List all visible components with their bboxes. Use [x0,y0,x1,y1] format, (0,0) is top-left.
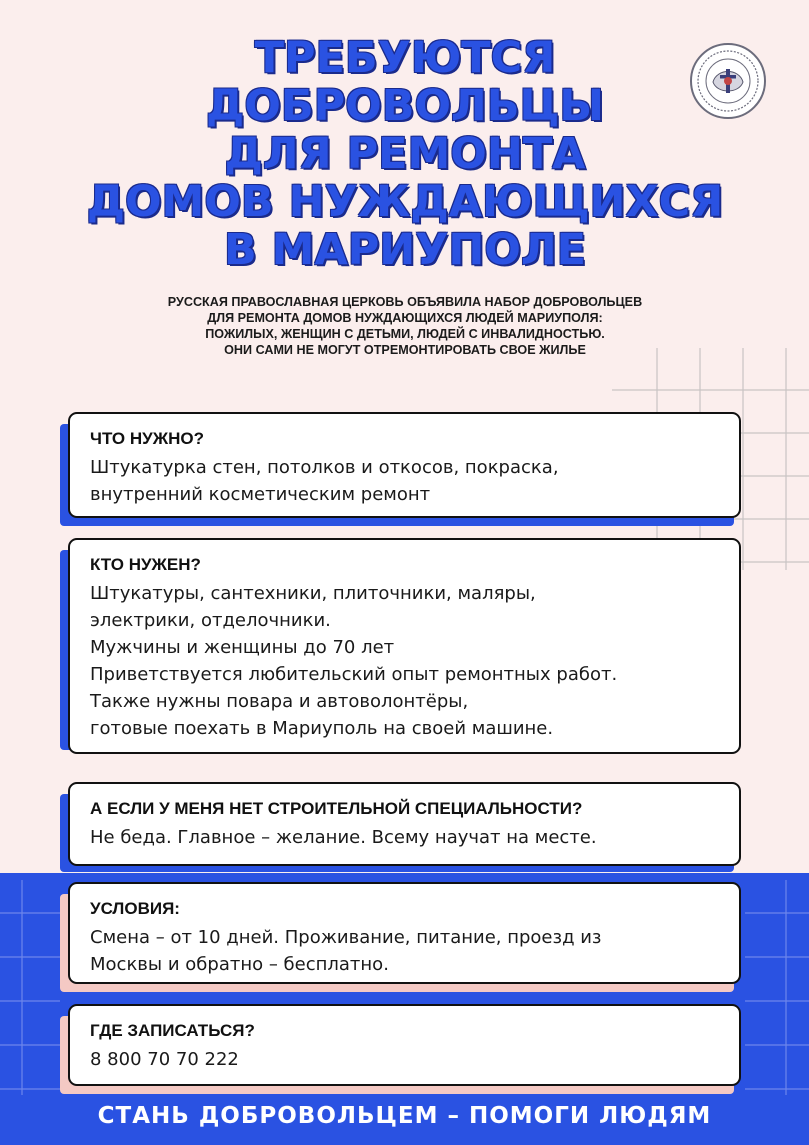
subtitle-line: ОНИ САМИ НЕ МОГУТ ОТРЕМОНТИРОВАТЬ СВОЕ ЖИЛЬЕ [224,343,586,357]
card-no-specialty [68,782,741,866]
card-text-line: Москвы и обратно – бесплатно. [90,954,389,975]
card-text-line: Приветствуется любительский опыт ремонтных работ. [90,664,618,685]
title-line: ДОБРОВОЛЬЦЫ [206,81,604,131]
card-text-line: Не беда. Главное – желание. Всему научат на месте. [90,827,597,848]
footer-cta: СТАНЬ ДОБРОВОЛЬЦЕМ – ПОМОГИ ЛЮДЯМ [97,1103,712,1129]
card-heading: ГДЕ ЗАПИСАТЬСЯ? [90,1021,255,1040]
title-line: В МАРИУПОЛЕ [223,225,587,275]
title-line: ТРЕБУЮТСЯ [254,33,556,83]
card-heading: ЧТО НУЖНО? [90,429,204,448]
card-text-line: электрики, отделочники. [90,610,331,631]
card-conditions [68,882,741,984]
card-what-needed [68,412,741,518]
card-text-line: готовые поехать в Мариуполь на своей машине. [90,718,554,739]
card-text-line: внутренний косметическим ремонт [90,484,431,505]
card-text-line: Штукатурка стен, потолков и откосов, покраска, [90,457,559,478]
card-heading: КТО НУЖЕН? [90,555,201,574]
card-where-signup [68,1004,741,1086]
subtitle-line: ДЛЯ РЕМОНТА ДОМОВ НУЖДАЮЩИХСЯ ЛЮДЕЙ МАРИУПОЛЯ: [207,311,603,325]
card-heading: А ЕСЛИ У МЕНЯ НЕТ СТРОИТЕЛЬНОЙ СПЕЦИАЛЬНОСТИ? [90,799,583,818]
title-line: ДЛЯ РЕМОНТА [224,129,586,179]
card-heading: УСЛОВИЯ: [90,899,180,918]
card-who-needed [68,538,741,754]
title-line: ДОМОВ НУЖДАЮЩИХСЯ [86,177,724,227]
church-seal-logo-icon [689,42,767,120]
card-text-line: Смена – от 10 дней. Проживание, питание, проезд из [90,927,602,948]
card-text-line: Штукатуры, сантехники, плиточники, маляры, [90,583,536,604]
phone-number: 8 800 70 70 222 [90,1049,239,1070]
page-title [40,34,770,274]
subtitle-line: РУССКАЯ ПРАВОСЛАВНАЯ ЦЕРКОВЬ ОБЪЯВИЛА НАБОР ДОБРОВОЛЬЦЕВ [167,295,643,309]
subtitle [90,294,720,358]
subtitle-line: ПОЖИЛЫХ, ЖЕНЩИН С ДЕТЬМИ, ЛЮДЕЙ С ИНВАЛИДНОСТЬЮ. [205,327,605,341]
card-text-line: Также нужны повара и автоволонтёры, [90,691,469,712]
card-text-line: Мужчины и женщины до 70 лет [90,637,395,658]
